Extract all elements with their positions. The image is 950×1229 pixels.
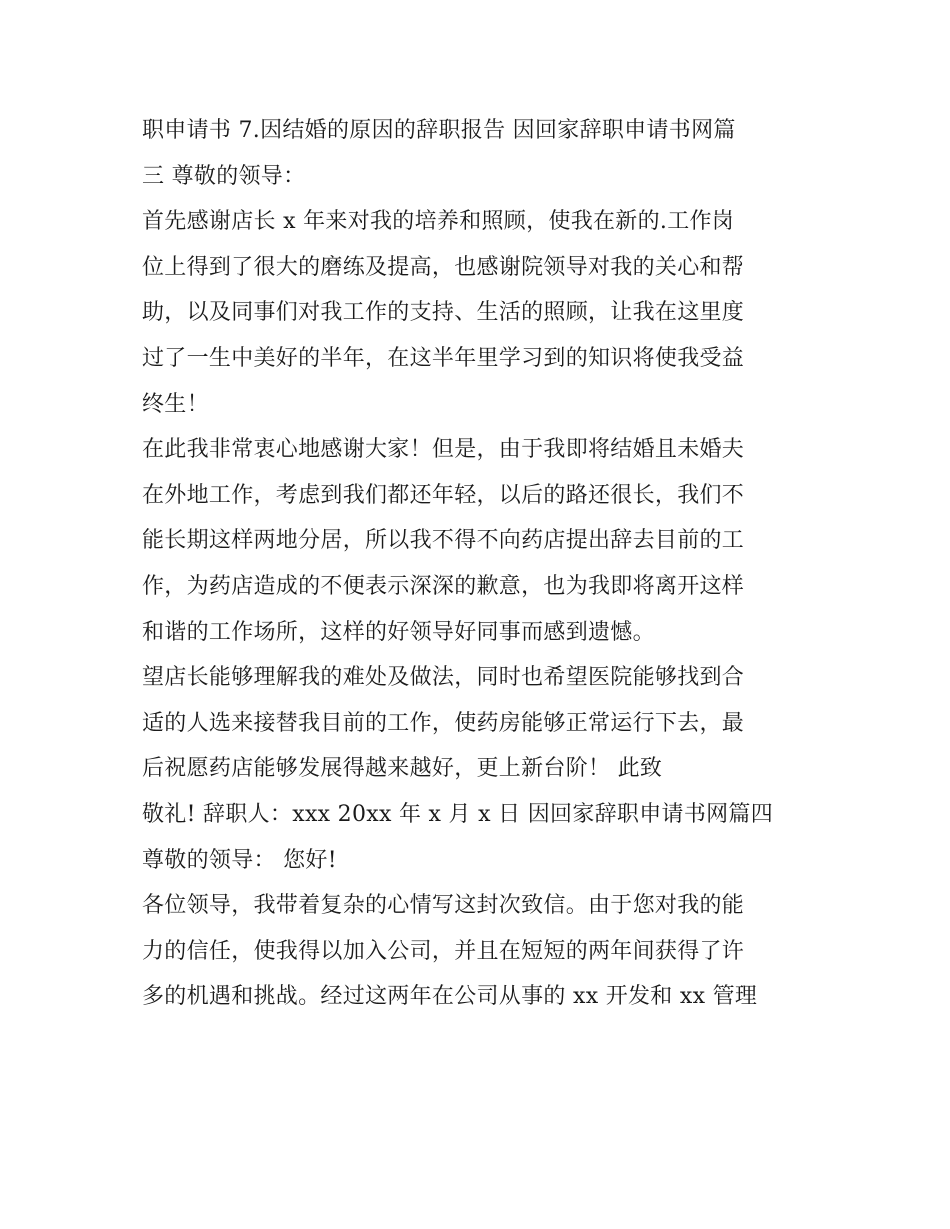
text-line: 助，以及同事们对我工作的支持、生活的照顾，让我在这里度 — [142, 300, 745, 326]
text-line: 和谐的工作场所，这样的好领导好同事而感到遗憾。 — [142, 619, 655, 645]
text-line: 首先感谢店长 x 年来对我的培养和照顾，使我在新的.工作岗 — [142, 209, 735, 235]
document-body — [142, 108, 822, 1020]
text-line: 多的机遇和挑战。经过这两年在公司从事的 xx 开发和 xx 管理 — [142, 984, 758, 1010]
text-line: 在此我非常衷心地感谢大家！但是，由于我即将结婚且未婚夫 — [142, 437, 745, 463]
text-line: 作，为药店造成的不便表示深深的歉意，也为我即将离开这样 — [142, 573, 745, 599]
text-line: 职申请书 7.因结婚的原因的辞职报告 因回家辞职申请书网篇 — [142, 118, 736, 143]
text-line: 过了一生中美好的半年，在这半年里学习到的知识将使我受益 — [142, 345, 745, 371]
text-line: 适的人选来接替我目前的工作，使药房能够正常运行下去，最 — [142, 710, 745, 736]
text-line: 三 尊敬的领导： — [142, 163, 306, 189]
text-line: 望店长能够理解我的难处及做法，同时也希望医院能够找到合 — [142, 665, 745, 691]
text-line: 位上得到了很大的磨练及提高，也感谢院领导对我的关心和帮 — [142, 254, 745, 280]
text-line: 在外地工作，考虑到我们都还年轻，以后的路还很长，我们不 — [142, 482, 745, 508]
text-line: 能长期这样两地分居，所以我不得不向药店提出辞去目前的工 — [142, 528, 745, 554]
text-line: 各位领导，我带着复杂的心情写这封次致信。由于您对我的能 — [142, 893, 745, 919]
text-line: 终生！ — [142, 391, 209, 417]
text-line: 敬礼! 辞职人：xxx 20xx 年 x 月 x 日 因回家辞职申请书网篇四 — [142, 801, 774, 827]
text-line: 力的信任，使我得以加入公司，并且在短短的两年间获得了许 — [142, 938, 745, 964]
text-line: 尊敬的领导： 您好! — [142, 847, 337, 873]
text-line: 后祝愿药店能够发展得越来越好，更上新台阶！ 此致 — [142, 756, 663, 782]
